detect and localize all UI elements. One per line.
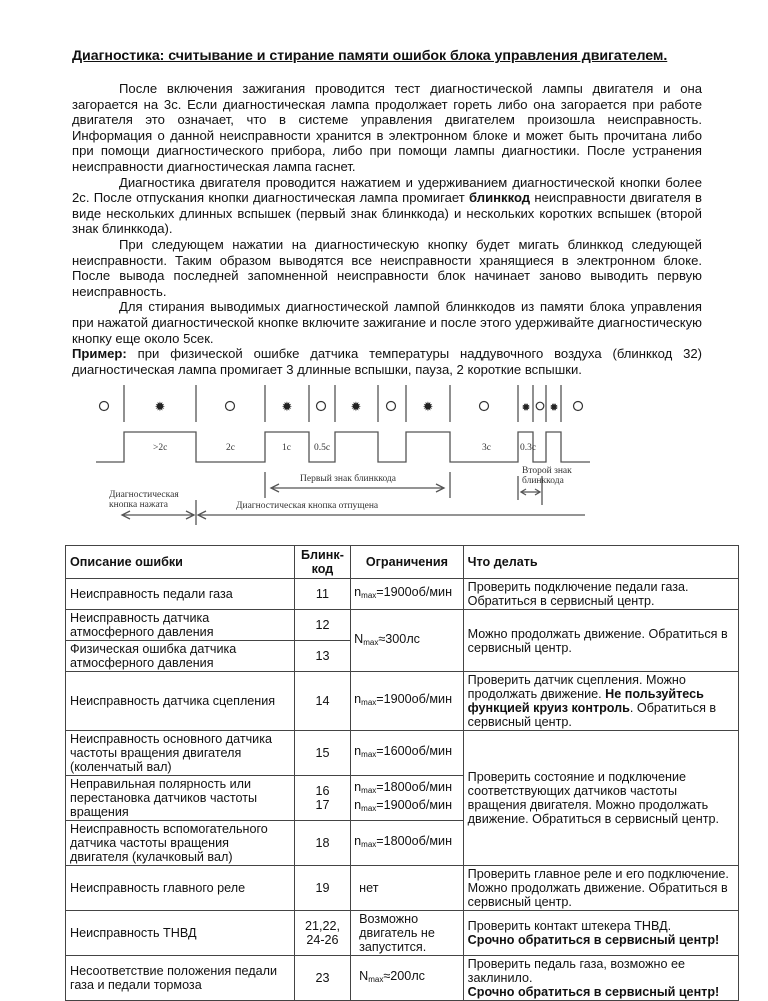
blinkcode-timing-diagram [80,380,740,525]
table-row [66,579,739,610]
cell-action: Проверить подключение педали газа. Обратиться в сервисный центр. [463,579,738,610]
table-row [66,911,739,956]
cell-code: 18 [294,821,350,866]
lamp-on-icons [155,400,559,415]
cell-code: 14 [294,672,350,731]
lamp-off-icon [100,402,109,411]
first-sign-label: Первый знак блинккода [300,474,396,484]
cell-action: Проверить состояние и подключение соответствующих датчиков частоты вращения двигателя. Можно продолжать движение. Обратиться в сервисный центр. [463,731,738,866]
lamp-off-icon [574,402,583,411]
lamp-on-icon: ✹ [521,401,531,414]
lamp-on-icon: ✹ [350,400,362,415]
cell-limit: $N_{max}\approx 300лс$ [351,610,464,672]
duration-label: 0.5с [314,443,331,453]
paragraph-erase: Для стирания выводимых диагностической лампой блинккодов из памяти блока управления при нажатой диагностической кнопке включите зажигание и после этого удерживайте диагностическую кнопку еще около 5сек. [72,299,702,346]
cell-code: 23 [294,956,350,1001]
lamp-off-icon [226,402,235,411]
cell-code: 12 [294,610,350,641]
cell-action: Проверить контакт штекера ТНВД. Срочно обратиться в сервисный центр! [463,911,738,956]
paragraph-lamp-test: После включения зажигания проводится тест диагностической лампы двигателя и она загорается на 3с. Если диагностическая лампа продолжает гореть либо она загорается при работе двигателя это означает, что в системе управления двигателем произошла неисправность. Информация о данной неисправности хранится в электронном блоке и может быть прочитана либо при помощи диагностического прибора, либо при помощи лампы диагностики. После устранения неисправности диагностическая лампа гаснет. [72,81,702,174]
duration-label: >2с [153,443,168,453]
cell-limit: Возможно двигатель не запустится. [351,911,464,956]
cell-description: Неисправность главного реле [66,866,295,911]
cell-description: Неисправность ТНВД [66,911,295,956]
page-title: Диагностика: считывание и стирание памяти ошибок блока управления двигателем. [72,48,668,64]
intro-text [72,81,702,377]
cell-limit: $n_{max}=1900об$/мин [351,672,464,731]
cell-code: 19 [294,866,350,911]
button-pressed-label-line2: кнопка нажата [109,500,168,510]
header-blinkcode: Блинк- код [294,546,350,579]
cell-code: 13 [294,641,350,672]
cell-limit: нет [351,866,464,911]
duration-label: 0.3с [520,443,537,453]
timing-diagram-graphic [80,380,740,525]
header-action: Что делать [463,546,738,579]
cell-code: 21,22, 24-26 [294,911,350,956]
lamp-on-icon: ✹ [549,401,559,414]
cell-description: Неисправность педали газа [66,579,295,610]
cell-code: 11 [294,579,350,610]
lamp-off-icon [536,402,544,410]
lamp-off-icon [480,402,489,411]
table-row [66,672,739,731]
lamp-off-icon [317,402,326,411]
cell-limit: $N_{max}\approx 200лс$ [351,956,464,1001]
cell-action: Проверить педаль газа, возможно ее заклинило. Срочно обратиться в сервисный центр! [463,956,738,1001]
cell-code: 15 [294,731,350,776]
table-row [66,731,739,776]
paragraph-blinkcode: Диагностика двигателя проводится нажатием и удерживанием диагностической кнопки более 2с. После отпускания кнопки диагностическая лампа промигает блинккод неисправности двигателя в виде нескольких длинных вспышек (первый знак блинккода) и нескольких коротких вспышек (второй знак блинккода). [72,174,702,237]
lamp-off-icon [387,402,396,411]
cell-action: Проверить датчик сцепления. Можно продолжать движение. Не пользуйтесь функцией круиз контроль. Обратиться в сервисный центр. [463,672,738,731]
button-pressed-label-line1: Диагностическая [109,490,179,500]
error-code-table [65,545,739,1001]
lamp-icons [100,402,583,411]
header-description: Описание ошибки [66,546,295,579]
cell-description: Неисправность датчика сцепления [66,672,295,731]
cell-description: Неисправность основного датчика частоты вращения двигателя (коленчатый вал) [66,731,295,776]
table-header-row [66,546,739,579]
paragraph-example: Пример: при физической ошибке датчика температуры наддувочного воздуха (блинккод 32) диагностическая лампа промигает 3 длинные вспышки, пауза, 2 короткие вспышки. [72,346,702,377]
second-sign-label-line1: Второй знак [522,466,572,476]
header-limits: Ограничения [351,546,464,579]
duration-label: 2с [226,443,235,453]
lamp-on-icon: ✹ [422,400,434,415]
table-row [66,866,739,911]
lamp-on-icon: ✹ [154,400,166,415]
duration-label: 1с [282,443,291,453]
cell-limit: $n_{max}=1800об$/мин $n_{max}=1900об$/мин [351,776,464,821]
cell-description: Неисправность вспомогательного датчика частоты вращения двигателя (кулачковый вал) [66,821,295,866]
lamp-on-icon: ✹ [281,400,293,415]
cell-description: Неправильная полярность или перестановка датчиков частоты вращения [66,776,295,821]
cell-code: 16 17 [294,776,350,821]
cell-description: Неисправность датчика атмосферного давления [66,610,295,641]
second-sign-label-line2: блинккода [522,476,564,486]
cell-description: Физическая ошибка датчика атмосферного давления [66,641,295,672]
cell-limit: $n_{max}=1800об$/мин [351,821,464,866]
cell-limit: $n_{max}=1600об$/мин [351,731,464,776]
table-row [66,610,739,641]
cell-action: Проверить главное реле и его подключение. Можно продолжать движение. Обратиться в сервисный центр. [463,866,738,911]
paragraph-next-fault: При следующем нажатии на диагностическую кнопку будет мигать блинккод следующей неисправности. Таким образом выводятся все неисправности хранящиеся в электронном блоке. После вывода последней запомненной неисправности блок начинает заново выводить первую неисправность. [72,236,702,299]
duration-label: 3с [482,443,491,453]
cell-description: Несоответствие положения педали газа и педали тормоза [66,956,295,1001]
cell-action: Можно продолжать движение. Обратиться в сервисный центр. [463,610,738,672]
blinkcode-term: блинккод [469,190,531,206]
cell-limit: $n_{max}=1900об$/мин [351,579,464,610]
button-released-label: Диагностическая кнопка отпущена [236,501,379,511]
